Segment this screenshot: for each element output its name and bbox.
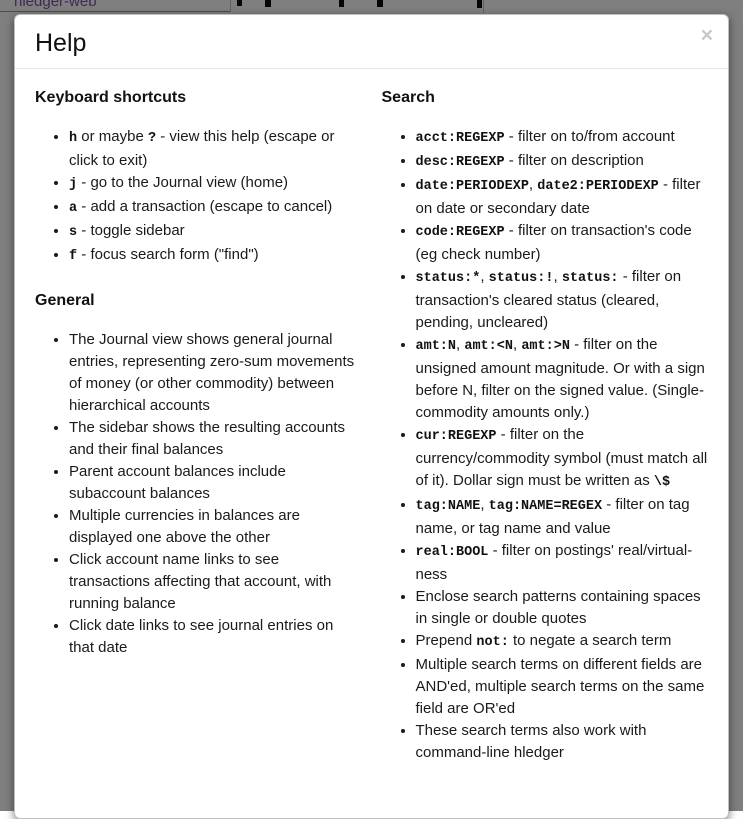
code-term: code:REGEXP — [415, 225, 505, 240]
item-text: , — [480, 268, 489, 285]
list-item — [416, 540, 709, 586]
item-text: , — [512, 336, 522, 353]
item-text: - filter on the unsigned amount magnitude. Or with a sign before N, filter on the signed value. (Single-commodity amounts only.) — [415, 336, 705, 421]
code-term: a — [69, 201, 78, 216]
list-item — [69, 549, 362, 615]
item-text: , — [456, 336, 465, 353]
code-term: f — [69, 249, 78, 264]
item-text: - view this help (escape or click to exit) — [69, 128, 335, 169]
code-term: status: — [561, 271, 619, 286]
list-item — [416, 720, 709, 764]
list-item — [69, 461, 362, 505]
list-item — [416, 126, 709, 150]
item-text: These search terms also work with command-line hledger — [415, 722, 647, 761]
list-item — [69, 505, 362, 549]
item-text: - focus search form ("find") — [77, 246, 259, 263]
item-text: - add a transaction (escape to cancel) — [77, 198, 333, 215]
code-term: s — [69, 225, 78, 240]
list-item — [69, 329, 362, 417]
item-text: - toggle sidebar — [77, 222, 185, 239]
item-text: Click date links to see journal entries on that date — [69, 617, 334, 656]
item-text: - filter on the currency/commodity symbol (must match all of it). Dollar sign must be written as — [415, 426, 708, 489]
modal-title: Help — [35, 29, 87, 57]
section-list-keyboard-shortcuts — [35, 126, 362, 268]
section-list-search — [382, 126, 709, 764]
list-item — [416, 630, 709, 654]
item-text: Click account name links to see transactions affecting that account, with running balance — [69, 551, 332, 612]
section-list-general — [35, 329, 362, 659]
code-term: ? — [147, 131, 157, 146]
item-text: The Journal view shows general journal entries, representing zero-sum movements of money (or other commodity) between hierarchical accounts — [69, 331, 355, 414]
section-heading-general: General — [35, 292, 95, 309]
help-modal — [14, 14, 729, 819]
code-term: amt:<N — [464, 339, 513, 354]
list-item — [416, 174, 709, 220]
close-icon[interactable]: × — [700, 24, 713, 47]
code-term: amt:>N — [521, 339, 570, 354]
code-term: status:! — [488, 271, 554, 286]
item-text: Parent account balances include subaccount balances — [69, 463, 286, 502]
help-right-column — [382, 85, 709, 788]
item-text: Enclose search patterns containing spaces in single or double quotes — [415, 588, 701, 627]
item-text: Multiple currencies in balances are displayed one above the other — [69, 507, 300, 546]
code-term: j — [69, 177, 78, 192]
item-text: - go to the Journal view (home) — [77, 174, 289, 191]
code-term: amt:N — [415, 339, 457, 354]
list-item — [69, 126, 362, 172]
code-term: h — [69, 131, 78, 146]
list-item — [416, 586, 709, 630]
item-text: - filter on transaction's cleared status (cleared, pending, uncleared) — [415, 268, 682, 331]
item-text: - filter on postings' real/virtual-ness — [415, 542, 693, 583]
code-term: tag:NAME=REGEX — [488, 499, 603, 514]
item-text: , — [480, 496, 489, 513]
list-item — [416, 494, 709, 540]
item-text: Multiple search terms on different fields are AND'ed, multiple search terms on the same field are OR'ed — [415, 656, 705, 717]
list-item — [69, 417, 362, 461]
code-term: cur:REGEXP — [415, 429, 497, 444]
code-term: acct:REGEXP — [415, 131, 505, 146]
code-term: date:PERIODEXP — [415, 179, 529, 194]
section-heading-keyboard-shortcuts: Keyboard shortcuts — [35, 89, 187, 106]
code-term: not: — [476, 635, 509, 650]
list-item — [69, 244, 362, 268]
list-item — [416, 220, 709, 266]
modal-body — [15, 69, 728, 818]
item-text: - filter on tag name, or tag name and value — [415, 496, 690, 537]
modal-header — [15, 15, 728, 69]
list-item — [416, 334, 709, 424]
code-term: date2:PERIODEXP — [537, 179, 659, 194]
item-text: , — [528, 176, 538, 193]
help-left-column — [35, 85, 362, 788]
item-text: - filter on date or secondary date — [415, 176, 701, 217]
list-item — [416, 424, 709, 494]
item-text: , — [553, 268, 562, 285]
item-text: - filter on description — [504, 152, 644, 169]
list-item — [416, 150, 709, 174]
code-term: \$ — [653, 475, 671, 490]
list-item — [69, 172, 362, 196]
item-text: - filter on transaction's code (eg check number) — [415, 222, 692, 263]
list-item — [69, 196, 362, 220]
item-text: Prepend — [415, 632, 477, 649]
code-term: status:* — [415, 271, 481, 286]
item-text: to negate a search term — [508, 632, 672, 649]
list-item — [416, 654, 709, 720]
code-term: tag:NAME — [415, 499, 481, 514]
item-text: - filter on to/from account — [504, 128, 675, 145]
list-item — [69, 220, 362, 244]
code-term: desc:REGEXP — [415, 155, 505, 170]
item-text: The sidebar shows the resulting accounts and their final balances — [69, 419, 345, 458]
list-item — [69, 615, 362, 659]
section-heading-search: Search — [381, 89, 435, 106]
item-text: or maybe — [77, 128, 148, 145]
list-item — [416, 266, 709, 334]
code-term: real:BOOL — [415, 545, 489, 560]
